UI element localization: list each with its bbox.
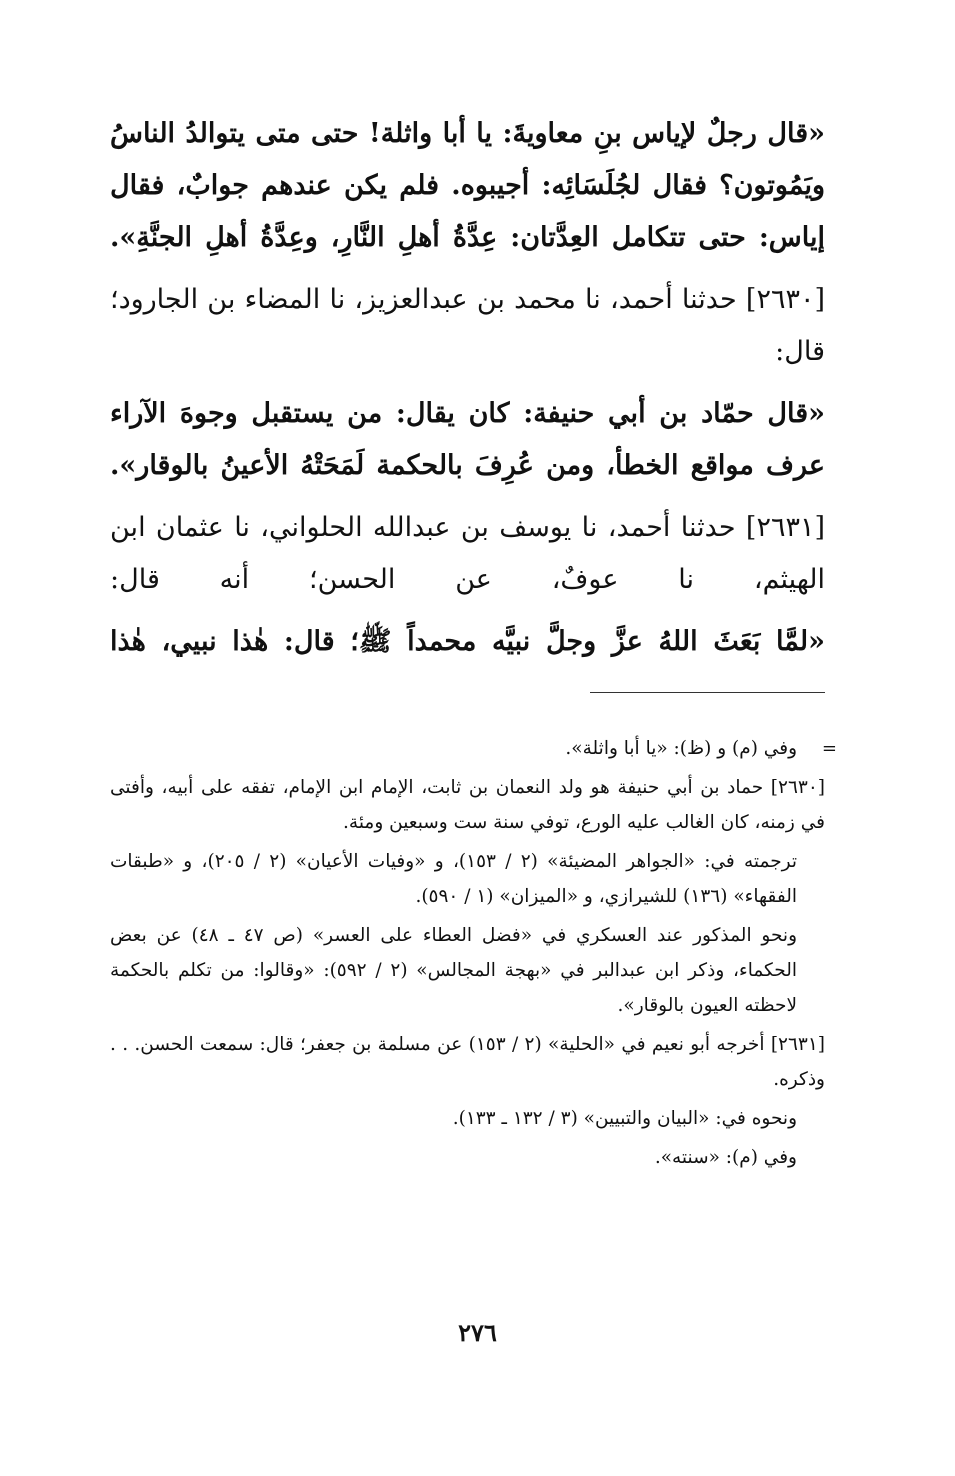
footnotes bbox=[110, 731, 837, 1175]
footnote: ونحوه في: «البيان والتبيين» (٣ / ١٣٢ ـ ١٣٣). bbox=[452, 1108, 797, 1129]
page-body bbox=[110, 108, 837, 1175]
continuation-mark: = bbox=[821, 738, 837, 759]
footnote-2630: [٢٦٣٠] حماد بن أبي حنيفة هو ولد النعمان بن ثابت، الإمام ابن الإمام، تفقه على أبيه، وأفتى في زمنه، كان الغالب عليه الورع، توفي سنة ست وسبعين ومئة. bbox=[110, 777, 825, 833]
footnote: ونحو المذكور عند العسكري في «فضل العطاء على العسر» (ص ٤٧ ـ ٤٨) عن بعض الحكماء، وذكر ابن عبدالبر في «بهجة المجالس» (٢ / ٥٩٢): «وقالوا: من تكلم بالحكمة لاحظته العيون بالوقار». bbox=[110, 925, 798, 1016]
quote-paragraph: «قال رجلٌ لإياس بنِ معاويةَ: يا أبا واثلة! حتى متى يتوالدُ الناسُ ويَمُوتون؟ فقال لجُلَسَائِه: أجيبوه. فلم يكن عندهم جوابٌ، فقال إياس: حتى تتكامل العِدَّتان: عِدَّةُ أهلِ النَّارِ، وعِدَّةُ أهلِ الجنَّةِ». bbox=[110, 118, 825, 253]
quote-paragraph: «لمَّا بَعَثَ اللهُ عزَّ وجلَّ نبيَّه محمداً ﷺ؛ قال: هٰذا نبيي، هٰذا bbox=[110, 626, 825, 657]
footnote: ترجمته في: «الجواهر المضيئة» (٢ / ١٥٣)، و «وفيات الأعيان» (٢ / ٢٠٥)، و «طبقات الفقهاء» (١٣٦) للشيرازي، و «الميزان» (١ / ٥٩٠). bbox=[110, 851, 798, 907]
quote-paragraph: «قال حمّاد بن أبي حنيفة: كان يقال: من يستقبل وجوهَ الآراء عرف مواقع الخطأ، ومن عُرِفَ بالحكمة لَمَحَتْهُ الأعينُ بالوقار». bbox=[110, 398, 825, 481]
main-text bbox=[110, 108, 825, 668]
footnote: وفي (م): «سنته». bbox=[654, 1147, 797, 1168]
footnote: وفي (م) و (ظ): «يا أبا واثلة». bbox=[565, 738, 797, 759]
hadith-chain-2630: [٢٦٣٠] حدثنا أحمد، نا محمد بن عبدالعزيز، نا المضاء بن الجارود؛ قال: bbox=[110, 284, 825, 367]
footnote-divider bbox=[590, 692, 825, 693]
page-number: ٢٧٦ bbox=[458, 1318, 497, 1347]
hadith-chain-2631: [٢٦٣١] حدثنا أحمد، نا يوسف بن عبدالله الحلواني، نا عثمان ابن الهيثم، نا عوفٌ، عن الحسن؛ أنه قال: bbox=[110, 512, 825, 595]
footnote-2631: [٢٦٣١] أخرجه أبو نعيم في «الحلية» (٢ / ١٥٣) عن مسلمة بن جعفر؛ قال: سمعت الحسن. . . وذكره. bbox=[110, 1034, 826, 1090]
